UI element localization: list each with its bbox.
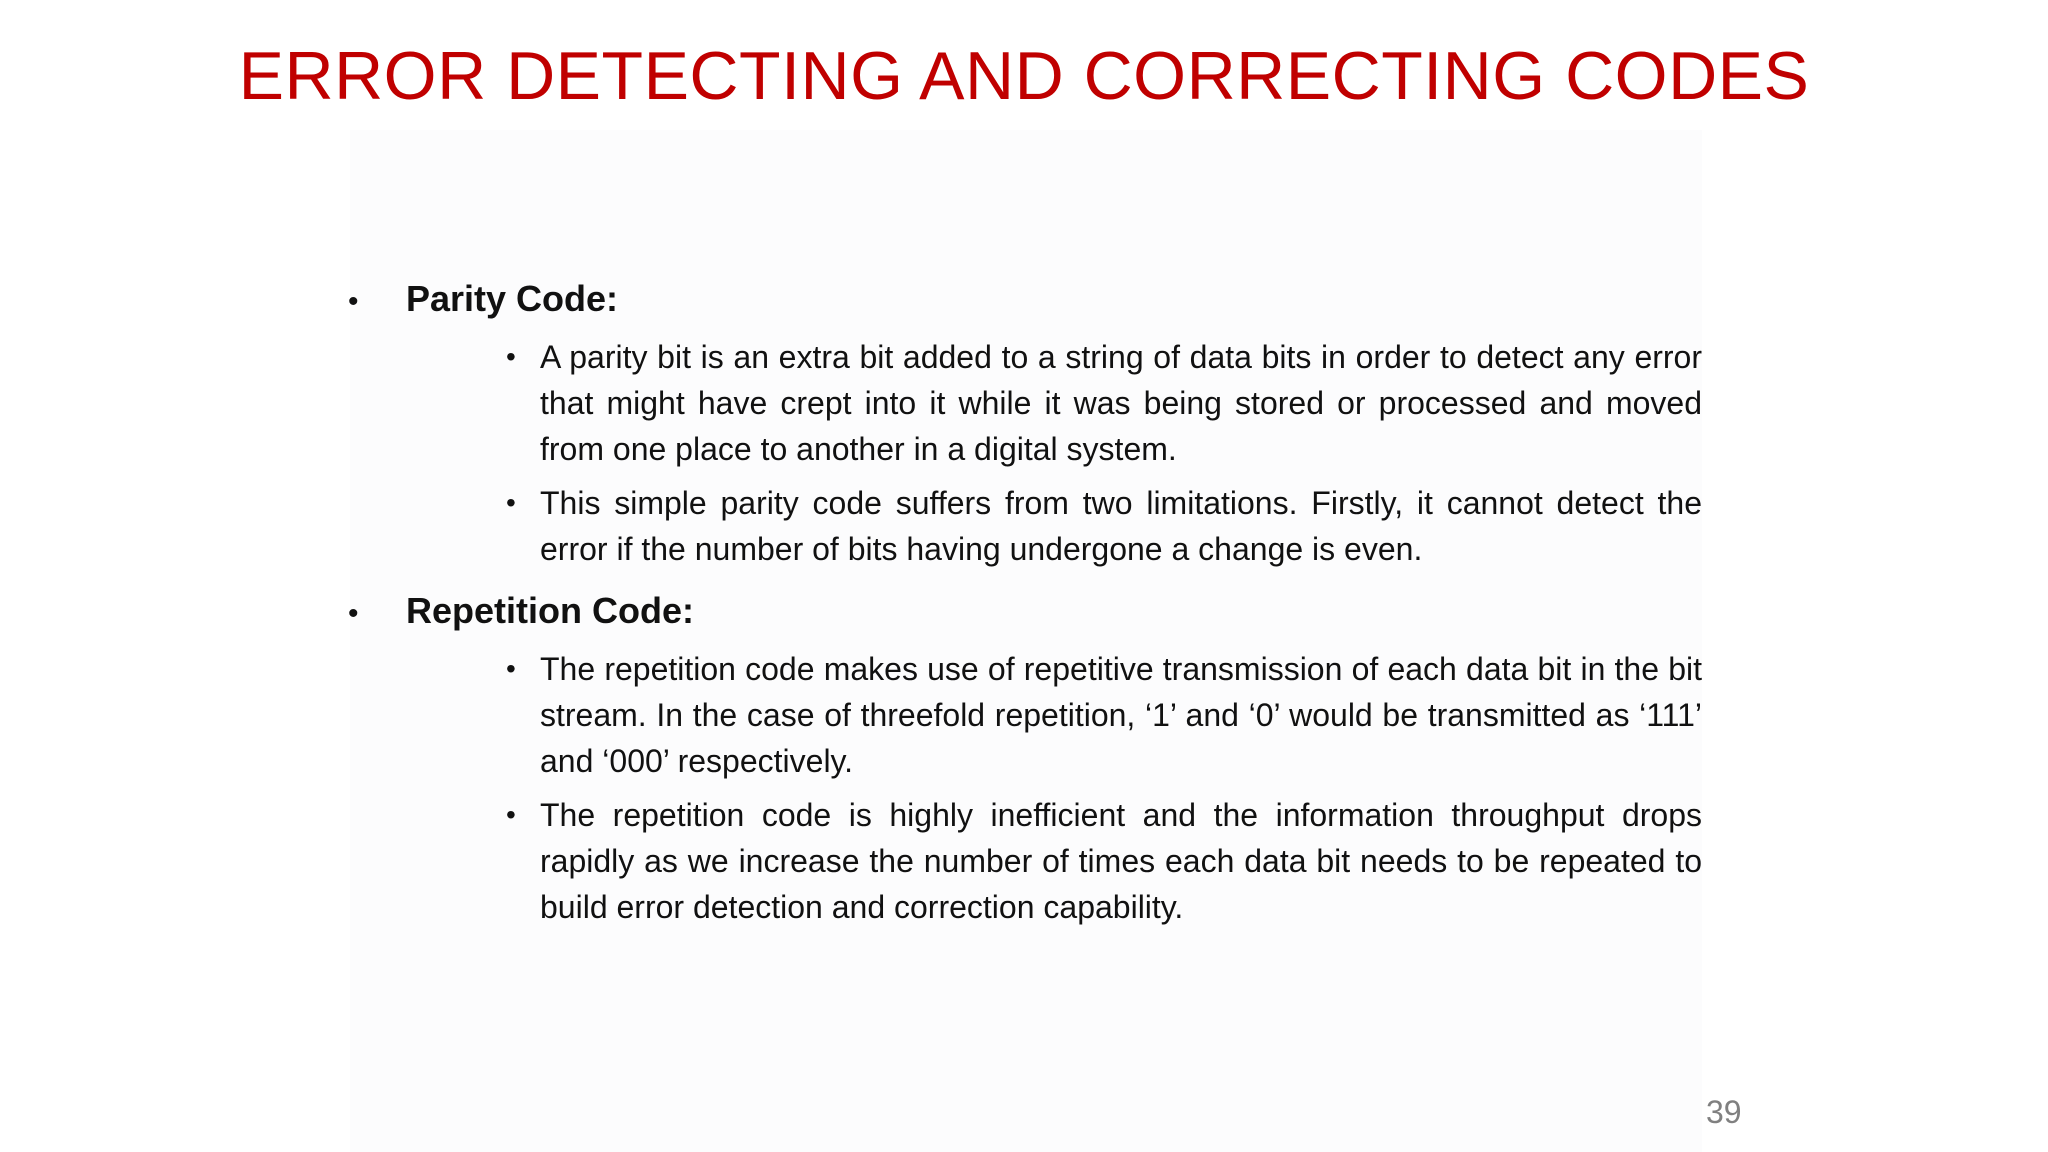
list-item [500,334,1702,472]
list-item-text: A parity bit is an extra bit added to a string of data bits in order to detect any error that might have crept into it while it was being stored or processed and moved from one place to another in a digital system. [540,339,1702,467]
list-item [500,646,1702,784]
list-item-text: This simple parity code suffers from two limitations. Firstly, it cannot detect the error if the number of bits having undergone a change is even. [540,485,1702,567]
section-heading: Parity Code: [406,278,619,319]
section-repetition-code [340,582,1702,930]
bullet-icon: • [506,487,516,518]
list-item-text: The repetition code makes use of repetitive transmission of each data bit in the bit stream. In the case of threefold repetition, ‘1’ and ‘0’ would be transmitted as ‘111’ and ‘000’ respectively. [540,651,1702,779]
sub-bullet-list [340,646,1702,930]
bullet-icon: • [348,285,359,318]
bullet-icon: • [348,597,359,630]
slide-title: ERROR DETECTING AND CORRECTING CODES [238,38,1810,114]
bullet-icon: • [506,799,516,830]
bullet-icon: • [506,653,516,684]
slide-content [340,270,1702,938]
section-parity-code [340,270,1702,572]
page-number: 39 [1706,1094,1742,1130]
list-item [500,792,1702,930]
list-item-text: The repetition code is highly inefficient and the information throughput drops rapidly as we increase the number of times each data bit needs to be repeated to build error detection and correction capability. [540,797,1702,925]
section-heading: Repetition Code: [406,590,694,631]
sub-bullet-list [340,334,1702,572]
bullet-icon: • [506,341,516,372]
list-item [500,480,1702,572]
